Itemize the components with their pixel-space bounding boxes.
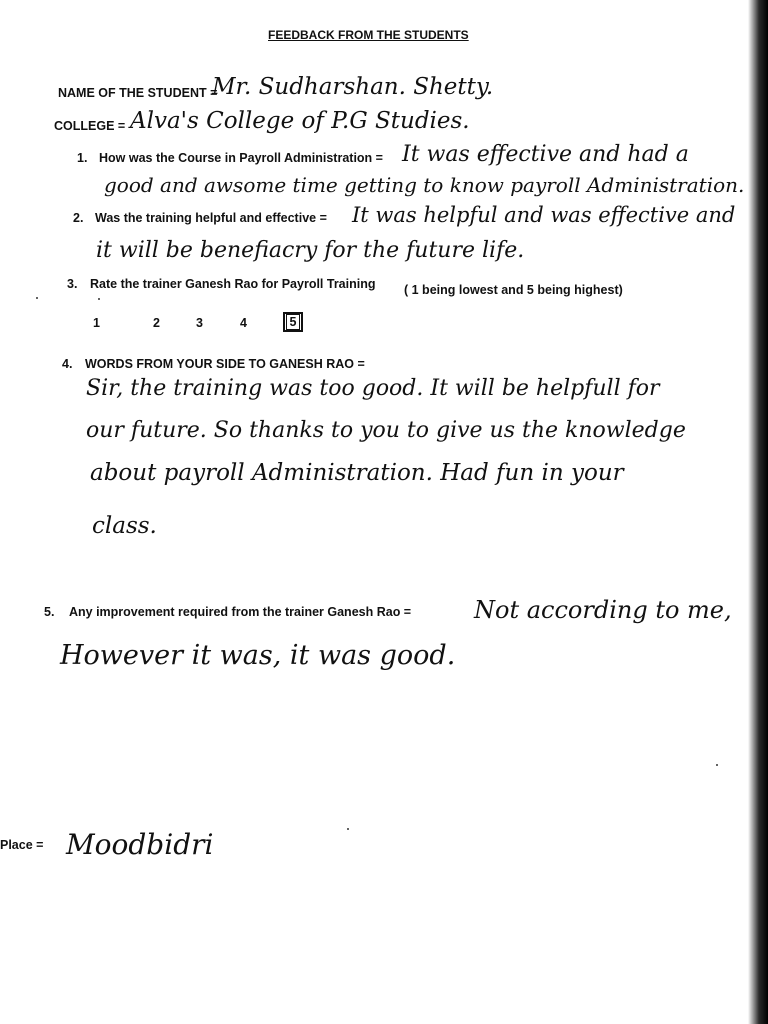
- question-1-answer-line-1: It was effective and had a: [402, 142, 689, 167]
- question-4-answer-line-1: Sir, the training was too good. It will be helpfull for: [86, 376, 660, 401]
- question-5-answer-line-1: Not according to me,: [474, 596, 732, 624]
- rating-option-4: 4: [240, 316, 247, 330]
- question-5-text: Any improvement required from the trainer Ganesh Rao =: [69, 605, 412, 619]
- scan-speck: [98, 298, 100, 300]
- place-label: Place =: [0, 838, 44, 852]
- question-3-scale-note: ( 1 being lowest and 5 being highest): [404, 283, 623, 297]
- college-value: Alva's College of P.G Studies.: [130, 108, 470, 134]
- student-name-label: NAME OF THE STUDENT =: [58, 86, 218, 100]
- question-4-text: WORDS FROM YOUR SIDE TO GANESH RAO =: [85, 357, 365, 371]
- question-1-number: 1.: [77, 151, 88, 165]
- scan-speck: [36, 297, 38, 299]
- scan-speck: [716, 764, 718, 766]
- question-2-text: Was the training helpful and effective =: [95, 211, 327, 225]
- scan-speck: [347, 828, 349, 830]
- question-2-answer-line-1: It was helpful and was effective and: [352, 203, 736, 227]
- rating-option-1: 1: [93, 316, 100, 330]
- question-5-number: 5.: [44, 605, 55, 619]
- question-4-answer-line-4: class.: [92, 513, 157, 539]
- question-1-answer-line-2: good and awsome time getting to know payroll Administration.: [104, 173, 745, 197]
- question-3-text: Rate the trainer Ganesh Rao for Payroll Training: [90, 277, 376, 291]
- question-3-number: 3.: [67, 277, 78, 291]
- question-4-number: 4.: [62, 357, 73, 371]
- page-edge-shadow: [748, 0, 768, 1024]
- question-5-answer-line-2: However it was, it was good.: [60, 640, 456, 671]
- form-title: FEEDBACK FROM THE STUDENTS: [268, 28, 469, 42]
- place-value: Moodbidri: [66, 828, 214, 861]
- question-4-answer-line-3: about payroll Administration. Had fun in your: [90, 460, 624, 486]
- rating-option-2: 2: [153, 316, 160, 330]
- student-name-value: Mr. Sudharshan. Shetty.: [212, 74, 494, 100]
- college-label: COLLEGE =: [54, 119, 126, 133]
- question-4-answer-line-2: our future. So thanks to you to give us the knowledge: [86, 418, 686, 443]
- rating-option-5: 5: [286, 314, 301, 330]
- rating-option-3: 3: [196, 316, 203, 330]
- rating-option-5-selected: [283, 312, 303, 332]
- question-2-answer-line-2: it will be benefiacry for the future life.: [96, 238, 525, 263]
- question-2-number: 2.: [73, 211, 84, 225]
- question-1-text: How was the Course in Payroll Administration =: [99, 151, 383, 165]
